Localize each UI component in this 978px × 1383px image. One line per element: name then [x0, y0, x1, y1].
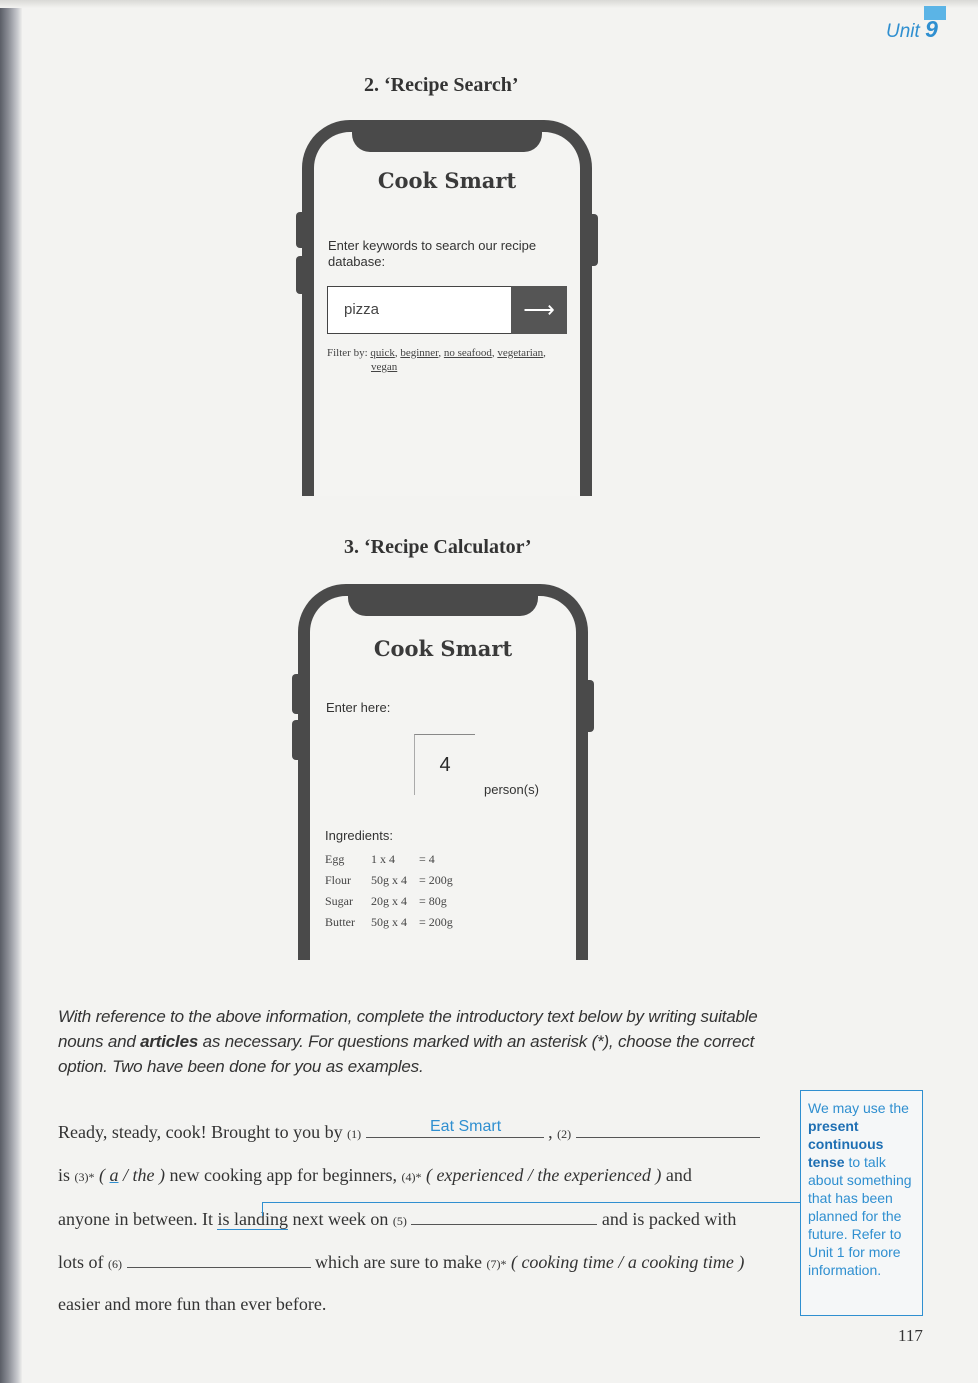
phone-side-button [590, 214, 598, 266]
exercise-line-4: lots of (6) which are sure to make (7)* ( cooking time / a cooking time ) [58, 1252, 745, 1272]
option-4[interactable]: ( experienced / the experienced ) [425, 1165, 662, 1185]
search-submit-button[interactable] [511, 286, 567, 334]
highlight-is-landing: is landing [217, 1209, 288, 1229]
filter-vegetarian[interactable]: vegetarian [497, 347, 544, 359]
phone-side-button [296, 212, 304, 248]
unit-number: 9 [925, 16, 938, 42]
grammar-note-box: We may use the present continuous tense to talk about something that has been planned for the future. Refer to Unit 1 for more information. [800, 1090, 923, 1316]
quantity-unit: person(s) [484, 782, 539, 797]
table-row [325, 915, 457, 936]
search-input-value: pizza [344, 301, 380, 318]
ingredient-calc: 50g x 4 [371, 915, 407, 929]
section2-heading: 2. ‘Recipe Search’ [364, 74, 519, 96]
blank-5[interactable] [411, 1210, 597, 1225]
blank-6[interactable] [127, 1253, 311, 1268]
phone-side-button [292, 674, 300, 714]
table-row [325, 873, 457, 894]
blank-2[interactable] [576, 1123, 760, 1138]
ingredient-result: = 4 [419, 852, 435, 866]
search-input[interactable] [327, 286, 513, 334]
ingredient-name: Sugar [325, 894, 353, 908]
page-top-shadow [0, 0, 978, 8]
filter-beginner[interactable]: beginner [400, 347, 439, 359]
enter-label: Enter here: [326, 700, 391, 715]
option-7[interactable]: ( cooking time / a cooking time ) [510, 1252, 745, 1272]
filter-no-seafood[interactable]: no seafood [443, 347, 492, 359]
phone-notch [352, 128, 542, 152]
arrow-right-icon: ⟶ [523, 297, 555, 322]
ingredient-calc: 50g x 4 [371, 873, 407, 887]
phone-recipe-calculator [298, 584, 588, 960]
ingredient-result: = 200g [419, 915, 453, 929]
exercise-line-1: Ready, steady, cook! Brought to you by (1) , (2) [58, 1122, 760, 1143]
quantity-value: 4 [439, 753, 451, 776]
phone-recipe-search [302, 120, 592, 496]
exercise-instructions: With reference to the above information, complete the introductory text below by writing suitable nouns and articles as necessary. For questions marked with an asterisk (*), choose the correct option. Two have been done for you as examples. [58, 1007, 758, 1076]
exercise-line-2: is (3)* ( a / the ) new cooking app for beginners, (4)* ( experienced / the experienced ) and [58, 1165, 692, 1185]
phone-side-button [296, 256, 304, 294]
note-bold: present continuous tense [808, 1118, 884, 1170]
app-title: Cook Smart [373, 636, 513, 661]
search-prompt: Enter keywords to search our recipe database: [328, 238, 537, 269]
note-connector-line [262, 1202, 800, 1203]
page-number: 117 [898, 1326, 923, 1345]
ingredients-label: Ingredients: [325, 828, 393, 843]
app-title: Cook Smart [377, 168, 517, 193]
phone-side-button [292, 720, 300, 760]
filter-vegan[interactable]: vegan [371, 361, 398, 373]
quantity-input[interactable] [414, 734, 475, 795]
exercise-line-5: easier and more fun than ever before. [58, 1294, 327, 1314]
note-connector-tick [262, 1202, 263, 1216]
unit-label: Unit 9 [886, 16, 938, 42]
ingredients-table [325, 852, 457, 936]
answer-3: a [109, 1165, 119, 1185]
section3-heading: 3. ‘Recipe Calculator’ [344, 536, 532, 558]
filter-label: Filter by: [327, 347, 368, 359]
phone-side-button [586, 680, 594, 732]
table-row [325, 894, 457, 915]
ingredient-name: Egg [325, 852, 345, 866]
ingredient-calc: 1 x 4 [371, 852, 395, 866]
filter-quick[interactable]: quick [370, 347, 395, 359]
filter-row: Filter by: quick, beginner, no seafood, vegetarian, vegan [327, 347, 546, 373]
ingredient-calc: 20g x 4 [371, 894, 407, 908]
ingredient-name: Butter [325, 915, 355, 929]
book-spine-shadow [0, 0, 22, 1383]
ingredient-result: = 80g [419, 894, 447, 908]
phone-notch [348, 592, 538, 616]
ingredient-name: Flour [325, 873, 352, 887]
ingredient-result: = 200g [419, 873, 453, 887]
instructions-bold: articles [140, 1032, 199, 1051]
exercise-line-3: anyone in between. It is landing next week on (5) and is packed with [58, 1209, 737, 1229]
table-row [325, 852, 457, 873]
answer-1: Eat Smart [430, 1118, 502, 1135]
